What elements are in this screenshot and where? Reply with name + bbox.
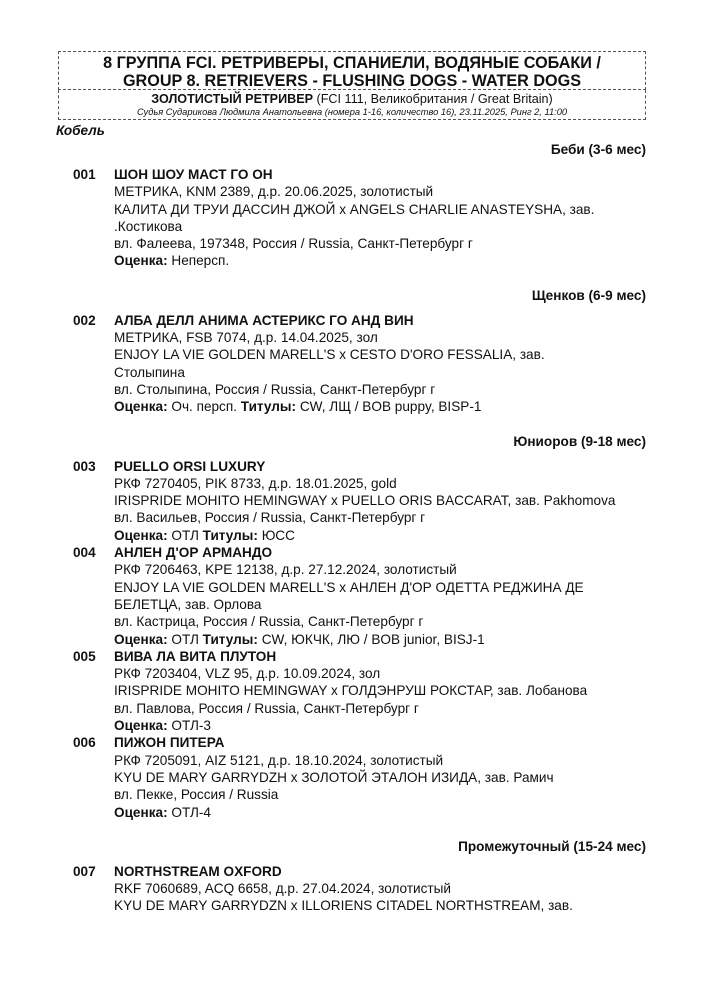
parents-breeder: ENJOY LA VIE GOLDEN MARELL'S х АНЛЕН Д'ОР ОДЕТТА РЕДЖИНА ДЕ БЕЛЕТЦА, зав. Орлова (114, 579, 584, 612)
titles-label: Титулы: (240, 399, 297, 415)
sex-heading: Кобель (56, 123, 105, 138)
rating-label: Оценка: (114, 718, 168, 734)
dog-entry (58, 166, 646, 270)
dog-name: PUELLO ORSI LUXURY (114, 458, 266, 474)
owner-info: вл. Васильев, Россия / Russia, Санкт-Петербург г (114, 510, 426, 526)
entry-details (114, 863, 646, 915)
class-heading: Юниоров (9-18 мес) (513, 433, 646, 449)
titles-value: ЮСС (257, 527, 295, 543)
rating-value: ОТЛ-4 (167, 804, 211, 820)
owner-info: вл. Кастрица, Россия / Russia, Санкт-Петербург г (114, 614, 424, 630)
titles-value: CW, ЛЩ / BOB puppy, BISP-1 (296, 399, 482, 415)
rating-line (114, 527, 616, 544)
entry-details (114, 312, 646, 416)
class-heading: Щенков (6-9 мес) (531, 287, 646, 303)
dog-entry (58, 458, 646, 544)
dog-name: АЛБА ДЕЛЛ АНИМА АСТЕРИКС ГО АНД ВИН (114, 312, 414, 328)
rating-line (114, 252, 616, 269)
catalog-page (58, 51, 646, 915)
group-header-box (58, 51, 646, 90)
dog-name: АНЛЕН Д'ОР АРМАНДО (114, 545, 273, 561)
registration-info: МЕТРИКА, KNM 2389, д.р. 20.06.2025, золотистый (114, 184, 434, 200)
titles-label: Титулы: (202, 527, 258, 543)
rating-label: Оценка: (114, 804, 168, 820)
entry-number: 001 (73, 167, 96, 182)
rating-line (114, 717, 616, 734)
dog-name: ШОН ШОУ МАСТ ГО ОН (114, 167, 273, 182)
rating-value: ОТЛ (167, 631, 203, 647)
entry-number: 003 (73, 458, 96, 474)
dog-entry (58, 544, 646, 648)
rating-label: Оценка: (114, 399, 168, 415)
dog-entry (58, 734, 646, 820)
owner-info: вл. Столыпина, Россия / Russia, Санкт-Петербург г (114, 381, 436, 397)
dog-name: NORTHSTREAM OXFORD (114, 863, 282, 879)
entry-details (114, 166, 646, 270)
breed-name: ЗОЛОТИСТЫЙ РЕТРИВЕР (151, 92, 314, 106)
rating-line (114, 398, 616, 415)
entry-details (114, 648, 646, 734)
owner-info: вл. Павлова, Россия / Russia, Санкт-Петербург г (114, 700, 419, 716)
breed-line (59, 92, 645, 106)
entry-number: 006 (73, 735, 96, 751)
entry-number: 007 (73, 863, 96, 879)
parents-breeder: KYU DE MARY GARRYDZH х ЗОЛОТОЙ ЭТАЛОН ИЗИДА, зав. Рамич (114, 769, 554, 785)
parents-breeder: КАЛИТА ДИ ТРУИ ДАССИН ДЖОЙ х ANGELS CHARLIE ANASTEYSHA, зав. .Костикова (114, 201, 595, 234)
dog-entry (58, 312, 646, 416)
entry-number: 002 (73, 312, 96, 328)
owner-info: вл. Пекке, Россия / Russia (114, 787, 279, 803)
breed-header-box (58, 90, 646, 120)
dog-entry (58, 863, 646, 915)
entry-number: 004 (73, 545, 96, 561)
dog-entry (58, 648, 646, 734)
parents-breeder: ENJOY LA VIE GOLDEN MARELL'S х CESTO D'ORO FESSALIA, зав. Столыпина (114, 347, 545, 380)
parents-breeder: KYU DE MARY GARRYDZN х ILLORIENS CITADEL NORTHSTREAM, зав. (114, 898, 573, 914)
rating-line (114, 631, 616, 648)
registration-info: МЕТРИКА, FSB 7074, д.р. 14.04.2025, зол (114, 330, 378, 346)
rating-value: Оч. персп. (167, 399, 241, 415)
registration-info: РКФ 7206463, KPE 12138, д.р. 27.12.2024, золотистый (114, 562, 457, 578)
entry-details (114, 544, 646, 648)
rating-label: Оценка: (114, 253, 168, 269)
group-title-ru: 8 ГРУППА FCI. РЕТРИВЕРЫ, СПАНИЕЛИ, ВОДЯНЫЕ СОБАКИ / (103, 54, 601, 72)
entry-details (114, 458, 646, 544)
dog-name: ВИВА ЛА ВИТА ПЛУТОН (114, 648, 277, 664)
titles-value: CW, ЮКЧК, ЛЮ / BOB junior, BISJ-1 (257, 631, 485, 647)
judge-line: Судья Сударикова Людмила Анатольевна (номера 1-16, количество 16), 23.11.2025, Ринг 2, 11:00 (136, 107, 568, 117)
group-title-en: GROUP 8. RETRIEVERS - FLUSHING DOGS - WATER DOGS (122, 72, 582, 90)
rating-value: Неперсп. (167, 253, 230, 269)
parents-breeder: IRISPRIDE MOHITO HEMINGWAY х ГОЛДЭНРУШ РОКСТАР, зав. Лобанова (114, 683, 588, 699)
titles-label: Титулы: (202, 631, 258, 647)
registration-info: РКФ 7270405, PIK 8733, д.р. 18.01.2025, gold (114, 475, 397, 491)
entry-number: 005 (73, 648, 96, 664)
rating-line (114, 804, 616, 821)
rating-label: Оценка: (114, 527, 168, 543)
registration-info: РКФ 7205091, AIZ 5121, д.р. 18.10.2024, золотистый (114, 752, 444, 768)
class-heading: Промежуточный (15-24 мес) (458, 838, 646, 854)
owner-info: вл. Фалеева, 197348, Россия / Russia, Санкт-Петербург г (114, 236, 473, 252)
rating-value: ОТЛ-3 (167, 718, 211, 734)
rating-value: ОТЛ (167, 527, 203, 543)
parents-breeder: IRISPRIDE MOHITO HEMINGWAY х PUELLO ORIS BACCARAT, зав. Pakhomova (114, 493, 616, 509)
entry-details (114, 734, 646, 820)
dog-name: ПИЖОН ПИТЕРА (114, 735, 225, 751)
class-heading: Беби (3-6 мес) (550, 142, 646, 157)
breed-info: (FCI 111, Великобритания / Great Britain) (313, 92, 553, 106)
registration-info: РКФ 7203404, VLZ 95, д.р. 10.09.2024, зол (114, 666, 381, 682)
registration-info: RKF 7060689, ACQ 6658, д.р. 27.04.2024, золотистый (114, 881, 452, 897)
rating-label: Оценка: (114, 631, 168, 647)
